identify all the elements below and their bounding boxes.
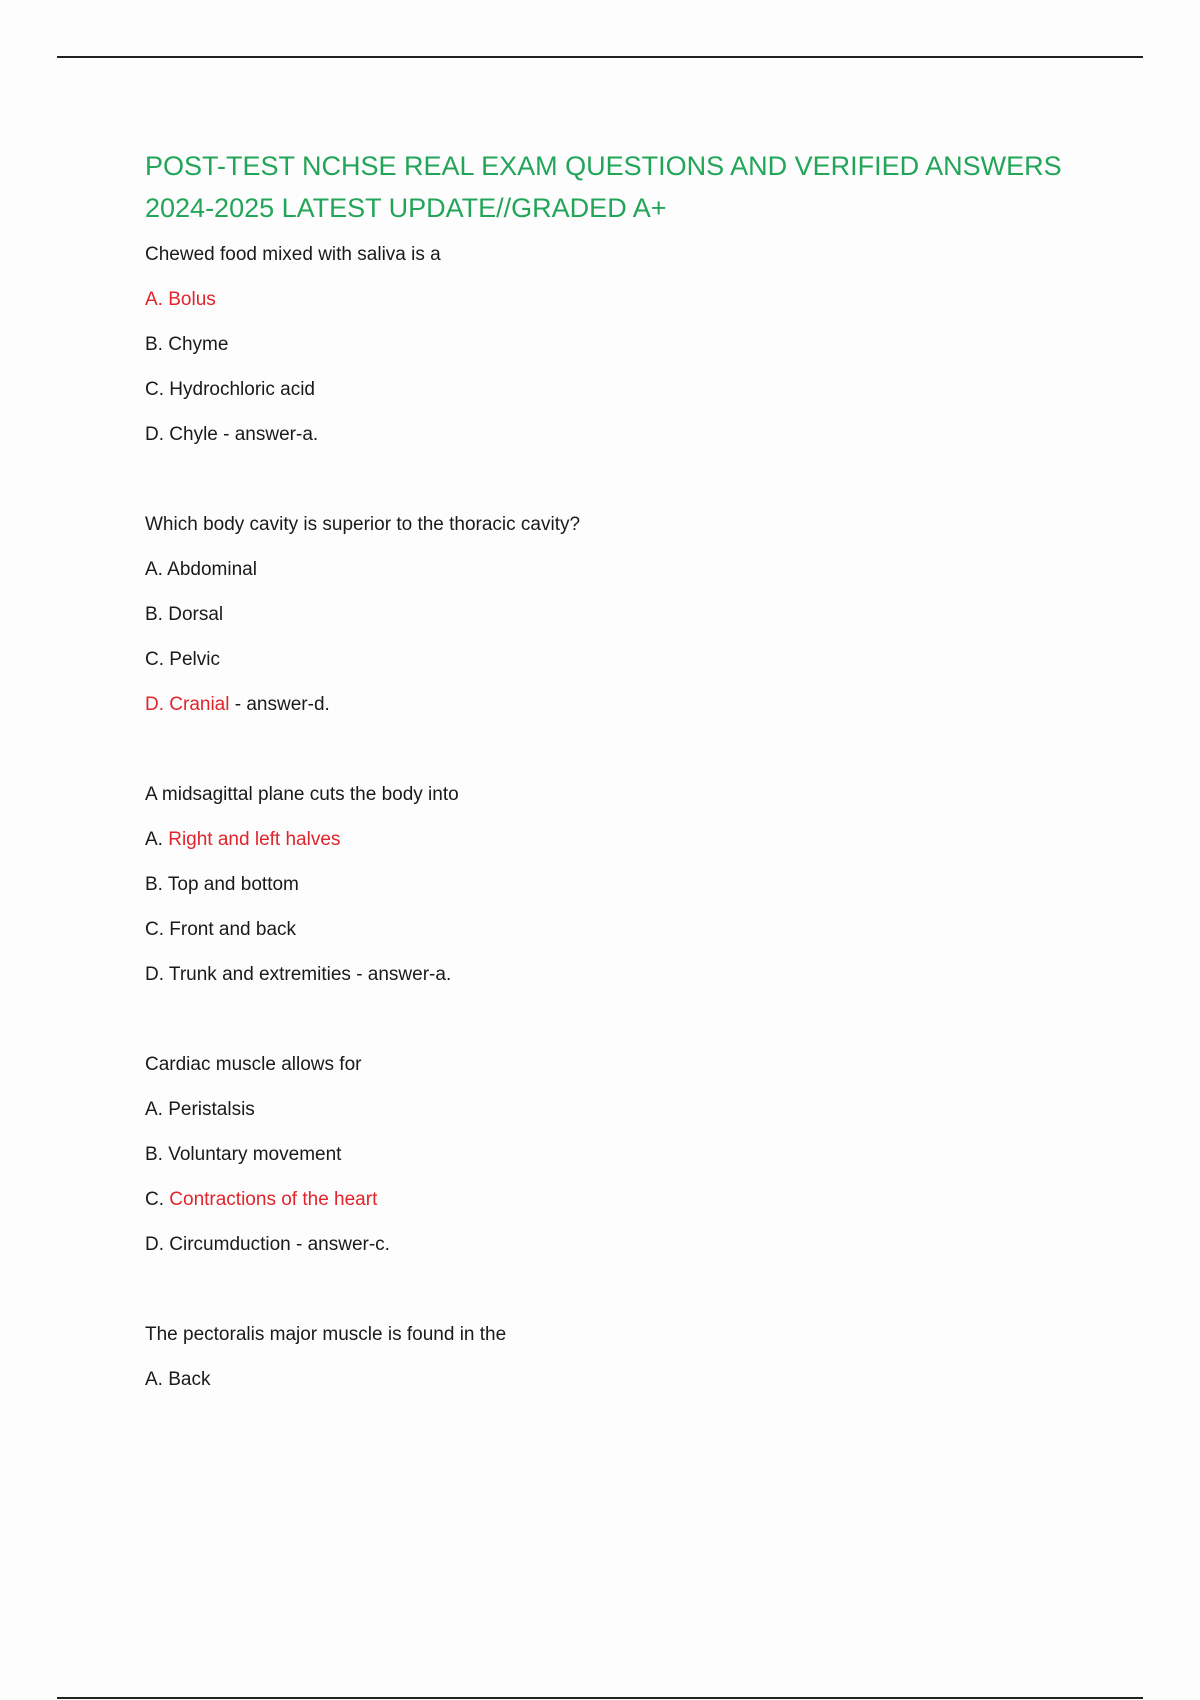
title-line-2: 2024-2025 LATEST UPDATE//GRADED A+ xyxy=(145,193,667,223)
option-b: B. Voluntary movement xyxy=(145,1144,342,1165)
option-a: A. Abdominal xyxy=(145,559,257,580)
option-c: C. Front and back xyxy=(145,919,297,940)
question-5 xyxy=(145,1323,1075,1413)
question-3 xyxy=(145,783,1075,1008)
option-b: B. Top and bottom xyxy=(145,874,299,895)
option-a-prefix: A. xyxy=(145,829,169,850)
option-d-suffix: - answer-d. xyxy=(229,694,330,715)
question-spacer xyxy=(145,468,1075,513)
option-d: D. Circumduction - answer-c. xyxy=(145,1234,390,1255)
option-b: B. Dorsal xyxy=(145,604,224,625)
option-d-highlight: D. Cranial xyxy=(145,694,230,715)
question-4 xyxy=(145,1053,1075,1278)
option-a: A. Bolus xyxy=(145,289,216,310)
option-a: A. Back xyxy=(145,1369,211,1390)
question-spacer xyxy=(145,738,1075,783)
bottom-rule xyxy=(57,1697,1143,1699)
top-rule xyxy=(57,56,1143,58)
option-c-highlight: Contractions of the heart xyxy=(169,1189,378,1210)
option-d xyxy=(145,693,1075,738)
question-2 xyxy=(145,513,1075,738)
question-text: Cardiac muscle allows for xyxy=(145,1054,362,1075)
option-c: C. Hydrochloric acid xyxy=(145,379,315,400)
title-line-1: POST-TEST NCHSE REAL EXAM QUESTIONS AND VERIFIED ANSWERS xyxy=(145,151,1062,181)
option-a: A. Peristalsis xyxy=(145,1099,255,1120)
option-d: D. Trunk and extremities - answer-a. xyxy=(145,964,452,985)
question-1 xyxy=(145,243,1075,468)
document-title xyxy=(145,145,1075,229)
option-b: B. Chyme xyxy=(145,334,229,355)
option-a xyxy=(145,828,1075,873)
question-spacer xyxy=(145,1008,1075,1053)
option-c-prefix: C. xyxy=(145,1189,170,1210)
option-d: D. Chyle - answer-a. xyxy=(145,424,319,445)
document-content xyxy=(145,145,1075,1413)
question-text: A midsagittal plane cuts the body into xyxy=(145,784,459,805)
option-c xyxy=(145,1188,1075,1233)
question-text: Which body cavity is superior to the thoracic cavity? xyxy=(145,514,581,535)
option-a-highlight: Right and left halves xyxy=(168,829,341,850)
option-c: C. Pelvic xyxy=(145,649,220,670)
question-spacer xyxy=(145,1278,1075,1323)
question-text: The pectoralis major muscle is found in the xyxy=(145,1324,507,1345)
question-text: Chewed food mixed with saliva is a xyxy=(145,244,441,265)
